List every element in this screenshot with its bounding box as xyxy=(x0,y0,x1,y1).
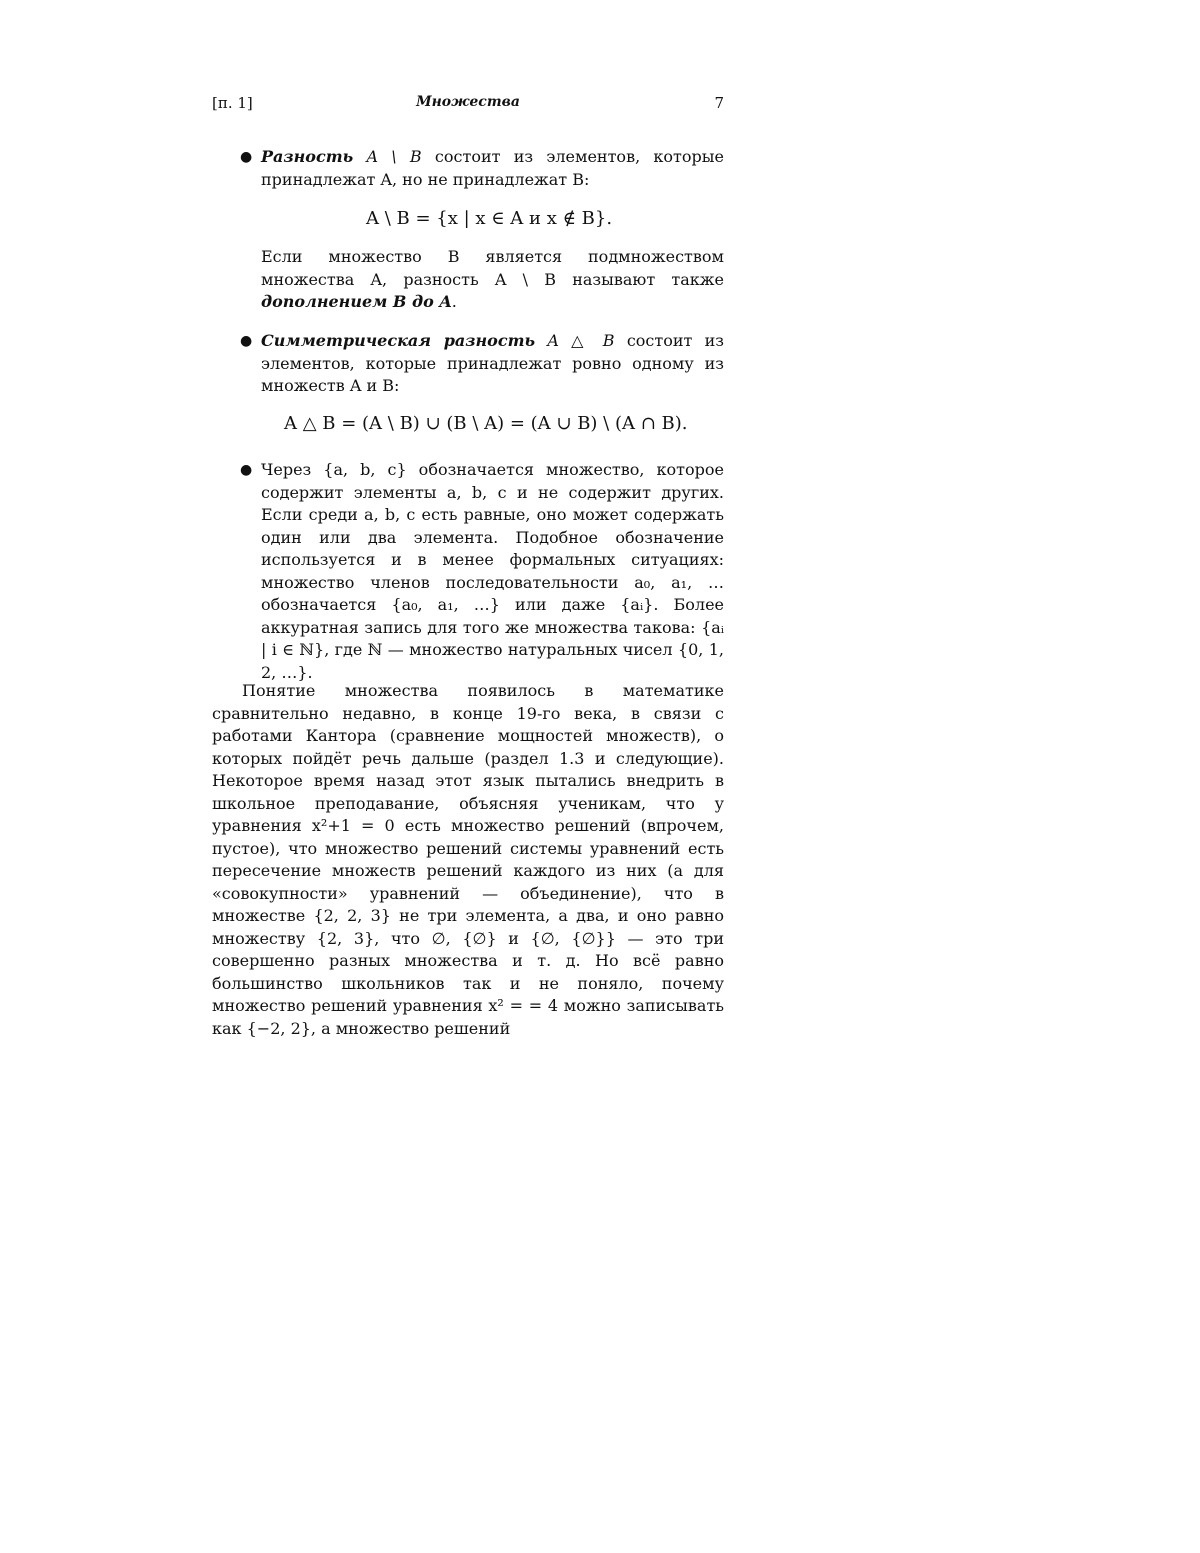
bullet-icon: ● xyxy=(240,333,253,349)
difference-notation: A \ B xyxy=(366,147,422,166)
symdiff-notation: A △ B xyxy=(547,331,615,350)
difference-definition: состоит из элементов, которые принадлежат A, но не принадлежат B: xyxy=(261,147,724,189)
symdiff-formula: A △ B = (A \ B) ∪ (B \ A) = (A ∪ B) \ (A ∩ B). xyxy=(284,413,688,434)
history-paragraph: Понятие множества появилось в математике сравнительно недавно, в конце 19-го века, в связи с работами Кантора (сравнение мощностей множеств), о которых пойдёт речь дальше (раздел 1.3 и следующие). Некоторое время назад этот язык пытались внедрить в школьное преподавание, объясняя ученикам, что у уравнения x²+1 = 0 есть множество решений (впрочем, пустое), что множество решений системы уравнений есть пересечение множеств решений каждого из них (а для «совокупности» уравнений — объединение), что в множестве {2, 2, 3} не три элемента, а два, и оно равно множеству {2, 3}, что ∅, {∅} и {∅, {∅}} — это три совершенно разных множества и т. д. Но всё равно большинство школьников так и не поняло, почему множество решений уравнения x² = = 4 можно записывать как {−2, 2}, а множество решений xyxy=(212,681,724,1038)
bullet-icon: ● xyxy=(240,149,253,165)
section-label: [п. 1] xyxy=(212,94,253,112)
difference-note-text: Если множество B является подмножеством множества A, разность A \ B называют также xyxy=(261,247,724,289)
chapter-title: Множества xyxy=(416,94,520,110)
difference-note-end: . xyxy=(451,292,457,311)
bullet-difference xyxy=(241,146,724,191)
bullet-brace-notation xyxy=(241,459,724,684)
term-complement: дополнением B до A xyxy=(261,292,452,311)
difference-formula: A \ B = {x | x ∈ A и x ∉ B}. xyxy=(366,208,613,229)
symdiff-definition: состоит из элементов, которые принадлежат ровно одному из множеств A и B: xyxy=(261,331,725,395)
running-header xyxy=(212,94,724,118)
bullet-icon: ● xyxy=(240,462,253,478)
difference-note xyxy=(241,246,724,314)
bullet-symmetric-difference xyxy=(241,330,724,398)
term-symmetric-difference: Симметрическая разность xyxy=(261,331,536,350)
brace-notation-text: Через {a, b, c} обозначается множество, которое содержит элементы a, b, c и не содержит других. Если среди a, b, c есть равные, оно может содержать один или два элемента. Подобное обозначение используется и в менее формальных ситуациях: множество членов последовательности a₀, a₁, … обозначается {a₀, a₁, …} или даже {aᵢ}. Более аккуратная запись для того же множества такова: {aᵢ | i ∈ ℕ}, где ℕ — множество натуральных чисел {0, 1, 2, …}. xyxy=(261,460,724,682)
page-number: 7 xyxy=(714,94,724,112)
term-difference: Разность xyxy=(261,147,354,166)
